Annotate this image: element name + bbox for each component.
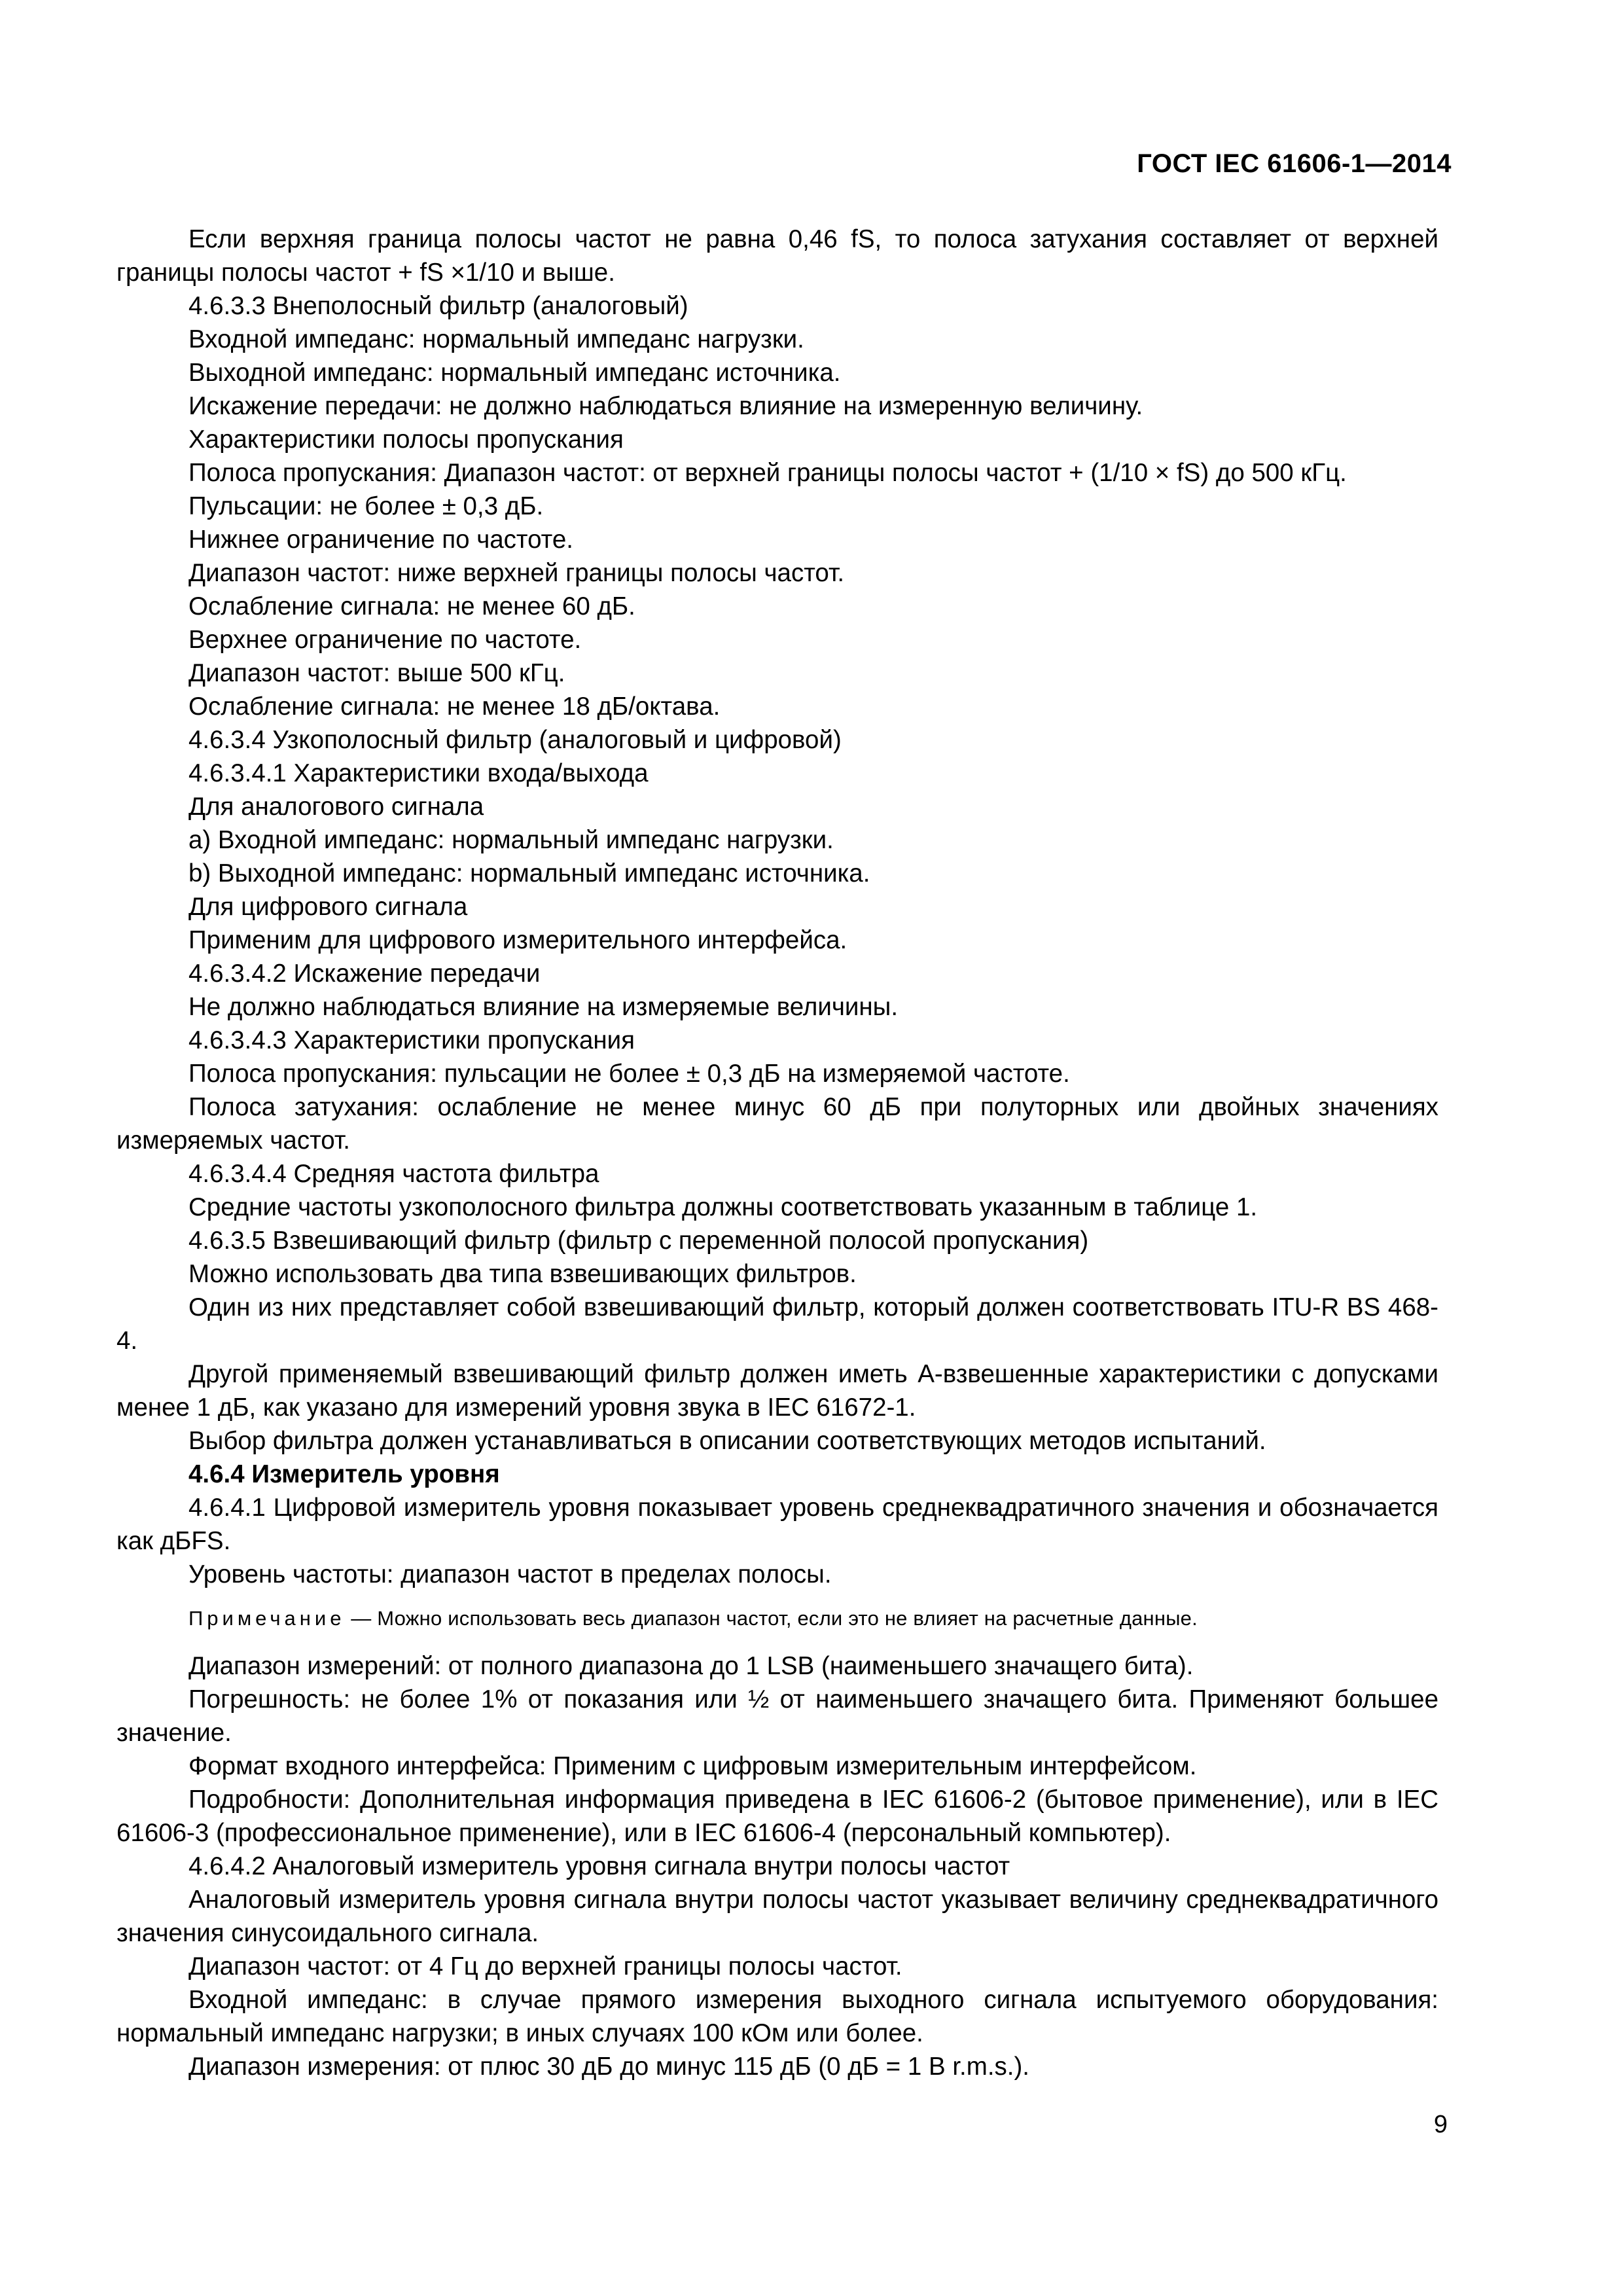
document-body xyxy=(116,223,1438,2083)
section-heading: 4.6.3.4 Узкополосный фильтр (аналоговый и цифровой) xyxy=(188,726,842,754)
paragraph: Полоса пропускания: Диапазон частот: от верхней границы полосы частот + (1/10 × fS) до 500 кГц. xyxy=(188,459,1347,487)
section-heading: 4.6.3.3 Внеполосный фильтр (аналоговый) xyxy=(188,292,688,320)
paragraph: Уровень частоты: диапазон частот в пределах полосы. xyxy=(188,1560,832,1588)
section-heading: 4.6.3.4.3 Характеристики пропускания xyxy=(188,1026,635,1054)
section-heading: 4.6.4.2 Аналоговый измеритель уровня сигнала внутри полосы частот xyxy=(188,1852,1010,1880)
paragraph: Если верхняя граница полосы частот не равна 0,46 fS, то полоса затухания составляет от верхней границы полосы частот + fS ×1/10 и выше. xyxy=(116,225,1438,287)
paragraph: Нижнее ограничение по частоте. xyxy=(188,526,573,554)
paragraph: Полоса затухания: ослабление не менее минус 60 дБ при полуторных или двойных значениях измеряемых частот. xyxy=(116,1093,1438,1155)
paragraph: Выбор фильтра должен устанавливаться в описании соответствующих методов испытаний. xyxy=(188,1427,1266,1455)
section-heading: 4.6.3.4.2 Искажение передачи xyxy=(188,960,541,988)
paragraph: Для аналогового сигнала xyxy=(188,793,484,821)
section-heading: 4.6.3.4.1 Характеристики входа/выхода xyxy=(188,759,649,787)
paragraph: Диапазон измерений: от полного диапазона до 1 LSB (наименьшего значащего бита). xyxy=(188,1652,1194,1680)
paragraph: Один из них представляет собой взвешивающий фильтр, который должен соответствовать ITU-R BS 468-4. xyxy=(116,1293,1438,1355)
note xyxy=(116,1602,1438,1635)
paragraph: Формат входного интерфейса: Применим с цифровым измерительным интерфейсом. xyxy=(188,1752,1197,1780)
list-item: a) Входной импеданс: нормальный импеданс нагрузки. xyxy=(188,826,834,854)
section-heading-bold: 4.6.4 Измеритель уровня xyxy=(188,1460,500,1488)
note-text: — Можно использовать весь диапазон частот, если это не влияет на расчетные данные. xyxy=(345,1607,1198,1630)
paragraph: Входной импеданс: в случае прямого измерения выходного сигнала испытуемого оборудования: нормальный импеданс нагрузки; в иных случаях 100 кОм или более. xyxy=(116,1986,1438,2047)
paragraph: Можно использовать два типа взвешивающих фильтров. xyxy=(188,1260,857,1288)
list-item: b) Выходной импеданс: нормальный импеданс источника. xyxy=(188,859,870,888)
paragraph: Применим для цифрового измерительного интерфейса. xyxy=(188,926,847,954)
paragraph: Искажение передачи: не должно наблюдаться влияние на измеренную величину. xyxy=(188,392,1143,420)
paragraph: Пульсации: не более ± 0,3 дБ. xyxy=(188,492,544,520)
paragraph: Подробности: Дополнительная информация приведена в IEC 61606-2 (бытовое применение), или в IEC 61606-3 (профессиональное применение), или в IEC 61606-4 (персональный компьютер). xyxy=(116,1785,1438,1847)
paragraph: Средние частоты узкополосного фильтра должны соответствовать указанным в таблице 1. xyxy=(188,1193,1258,1221)
paragraph: Диапазон частот: выше 500 кГц. xyxy=(188,659,565,687)
note-label: Примечание xyxy=(188,1607,346,1630)
page-number: 9 xyxy=(1433,2111,1448,2138)
paragraph: Диапазон частот: от 4 Гц до верхней границы полосы частот. xyxy=(188,1952,902,1981)
paragraph: Верхнее ограничение по частоте. xyxy=(188,626,582,654)
paragraph: Для цифрового сигнала xyxy=(188,893,468,921)
paragraph: Погрешность: не более 1% от показания или ½ от наименьшего значащего бита. Применяют большее значение. xyxy=(116,1685,1438,1747)
section-heading: 4.6.3.5 Взвешивающий фильтр (фильтр с переменной полосой пропускания) xyxy=(188,1227,1089,1255)
paragraph: Ослабление сигнала: не менее 18 дБ/октава. xyxy=(188,692,721,721)
paragraph: Аналоговый измеритель уровня сигнала внутри полосы частот указывает величину среднеквадратичного значения синусоидального сигнала. xyxy=(116,1886,1438,1947)
section-heading: 4.6.3.4.4 Средняя частота фильтра xyxy=(188,1160,599,1188)
paragraph: Выходной импеданс: нормальный импеданс источника. xyxy=(188,359,841,387)
paragraph: Не должно наблюдаться влияние на измеряемые величины. xyxy=(188,993,899,1021)
paragraph: Характеристики полосы пропускания xyxy=(188,425,624,454)
paragraph: Другой применяемый взвешивающий фильтр должен иметь А-взвешенные характеристики с допусками менее 1 дБ, как указано для измерений уровня звука в IEC 61672-1. xyxy=(116,1360,1438,1422)
paragraph: Диапазон частот: ниже верхней границы полосы частот. xyxy=(188,559,845,587)
paragraph: Входной импеданс: нормальный импеданс нагрузки. xyxy=(188,325,804,353)
paragraph: Полоса пропускания: пульсации не более ± 0,3 дБ на измеряемой частоте. xyxy=(188,1060,1070,1088)
paragraph: Диапазон измерения: от плюс 30 дБ до минус 115 дБ (0 дБ = 1 В r.m.s.). xyxy=(188,2053,1029,2081)
paragraph: 4.6.4.1 Цифровой измеритель уровня показывает уровень среднеквадратичного значения и обозначается как дБFS. xyxy=(116,1494,1438,1555)
paragraph: Ослабление сигнала: не менее 60 дБ. xyxy=(188,592,635,620)
standard-header: ГОСТ IEC 61606-1—2014 xyxy=(1137,149,1452,178)
